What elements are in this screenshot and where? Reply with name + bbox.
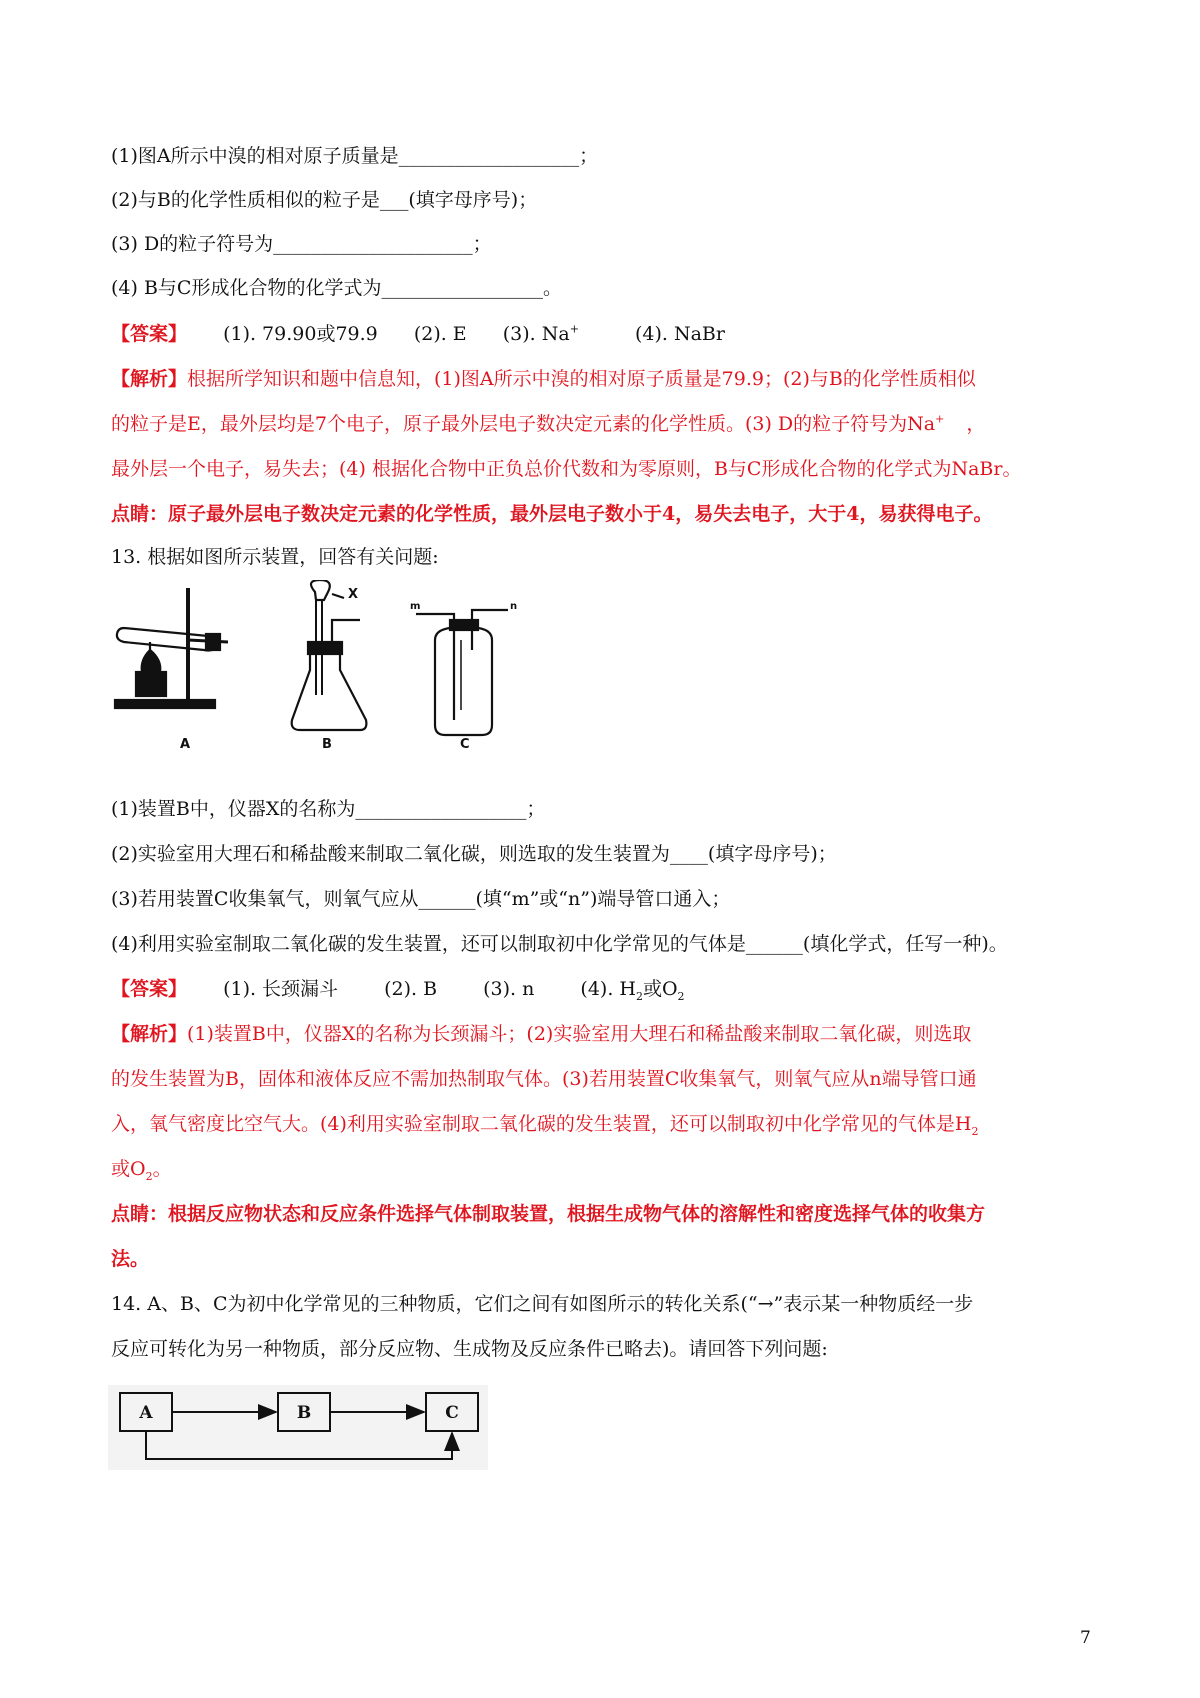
apparatus-b-flask-funnel: [292, 580, 367, 730]
q14-conversion-diagram: [108, 1385, 488, 1470]
q13-analysis-line-4: [111, 1155, 1101, 1183]
q13-answer-3: (3). n: [483, 978, 535, 1000]
superscript: +: [569, 322, 579, 336]
figure-label-m: m: [410, 601, 421, 612]
diagram-label-a: A: [139, 1403, 153, 1423]
q13-analysis-line-2: 的发生装置为B，固体和液体反应不需加热制取气体。(3)若用装置C收集氧气，则氧气应从n端导管口通: [111, 1068, 977, 1090]
page-number: 7: [1080, 1628, 1091, 1648]
q12-analysis-text-1: 根据所学知识和题中信息知，(1)图A所示中溴的相对原子质量是79.9；(2)与B的化学性质相似: [187, 368, 976, 390]
q13-analysis-text-4: 或O: [111, 1158, 146, 1180]
q12-answer-3-text: (3). Na: [502, 323, 570, 345]
figure-label-b: B: [322, 737, 332, 752]
q12-subquestion-3: (3) D的粒子符号为_____________________；: [111, 233, 492, 255]
q13-subquestion-2: (2)实验室用大理石和稀盐酸来制取二氧化碳，则选取的发生装置为____(填字母序号)；: [111, 843, 837, 865]
figure-label-a: A: [180, 737, 191, 752]
q13-subquestion-3: (3)若用装置C收集氧气，则氧气应从______(填“m”或“n”)端导管口通入；: [111, 888, 731, 910]
subscript: 2: [971, 1124, 979, 1138]
q13-analysis-text-4-end: 。: [152, 1158, 172, 1180]
subscript: 2: [635, 989, 643, 1003]
q13-answer-4-text-b: 或O: [642, 978, 678, 1000]
q13-apparatus-figure: [110, 580, 530, 755]
diagram-label-b: B: [296, 1403, 312, 1423]
q12-analysis-line-2: [111, 410, 1101, 438]
q13-analysis-line-1: [111, 1020, 1101, 1048]
answer-tag: 【答案】: [111, 978, 188, 1000]
q14-stem-line-1: 14. A、B、C为初中化学常见的三种物质，它们之间有如图所示的转化关系(“→”表示某一种物质经一步: [111, 1293, 974, 1315]
q13-analysis-text-3: 入，氧气密度比空气大。(4)利用实验室制取二氧化碳的发生装置，还可以制取初中化学常见的气体是H: [111, 1113, 972, 1135]
q12-answer-3: [503, 323, 579, 345]
q13-subquestion-4: (4)利用实验室制取二氧化碳的发生装置，还可以制取初中化学常见的气体是______(填化学式，任写一种)。: [111, 933, 1008, 955]
figure-label-c: C: [460, 737, 470, 752]
answer-tag: 【答案】: [111, 323, 188, 345]
q13-subquestion-1: (1)装置B中，仪器X的名称为__________________；: [111, 798, 546, 820]
q12-answer: [111, 320, 1101, 348]
q13-analysis-text-1: (1)装置B中，仪器X的名称为长颈漏斗；(2)实验室用大理石和稀盐酸来制取二氧化碳，则选取: [187, 1023, 972, 1045]
q13-answer-4: [580, 978, 685, 1003]
q13-stem: 13. 根据如图所示装置，回答有关问题:: [111, 546, 439, 568]
figure-label-n: n: [510, 601, 518, 612]
q12-analysis-line-3: 最外层一个电子，易失去；(4) 根据化合物中正负总价代数和为零原则，B与C形成化合物的化学式为NaBr。: [111, 458, 1022, 480]
subscript: 2: [145, 1169, 153, 1183]
q12-answer-4: (4). NaBr: [634, 323, 725, 345]
q12-answer-2: (2). E: [413, 323, 467, 345]
q12-subquestion-4: (4) B与C形成化合物的化学式为_________________。: [111, 277, 562, 299]
q12-subquestion-2: (2)与B的化学性质相似的粒子是___(填字母序号)；: [111, 189, 538, 211]
q13-answer-4-text-a: (4). H: [580, 978, 636, 1000]
figure-label-x: X: [348, 587, 359, 602]
q14-stem-line-2: 反应可转化为另一种物质，部分反应物、生成物及反应条件已略去)。请回答下列问题:: [111, 1338, 828, 1360]
q13-answer-2: (2). B: [384, 978, 438, 1000]
q12-analysis-line-1: [111, 365, 1101, 393]
q12-tip: 点睛：原子最外层电子数决定元素的化学性质，最外层电子数小于4，易失去电子，大于4，易获得电子。: [111, 503, 993, 525]
q13-answer-1: (1). 长颈漏斗: [223, 978, 339, 1000]
q12-analysis-text-2-end: ，: [966, 413, 986, 435]
q13-answer: [111, 975, 1101, 1003]
q12-answer-1: (1). 79.90或79.9: [223, 323, 378, 345]
q13-tip-line-2: 法。: [111, 1248, 150, 1270]
q12-subquestion-1: (1)图A所示中溴的相对原子质量是___________________；: [111, 145, 599, 167]
apparatus-c-collection-bottle: [416, 610, 508, 735]
subscript: 2: [677, 989, 685, 1003]
analysis-tag: 【解析】: [111, 368, 188, 390]
diagram-label-c: C: [445, 1403, 459, 1423]
q13-tip-line-1: 点睛：根据反应物状态和反应条件选择气体制取装置，根据生成物气体的溶解性和密度选择气体的收集方: [111, 1203, 986, 1225]
analysis-tag: 【解析】: [111, 1023, 188, 1045]
q13-analysis-line-3: [111, 1110, 1101, 1138]
apparatus-a-heating-setup: [115, 588, 228, 708]
q12-analysis-text-2: 的粒子是E，最外层均是7个电子，原子最外层电子数决定元素的化学性质。(3) D的粒子符号为Na: [111, 413, 936, 435]
superscript: +: [935, 412, 945, 426]
